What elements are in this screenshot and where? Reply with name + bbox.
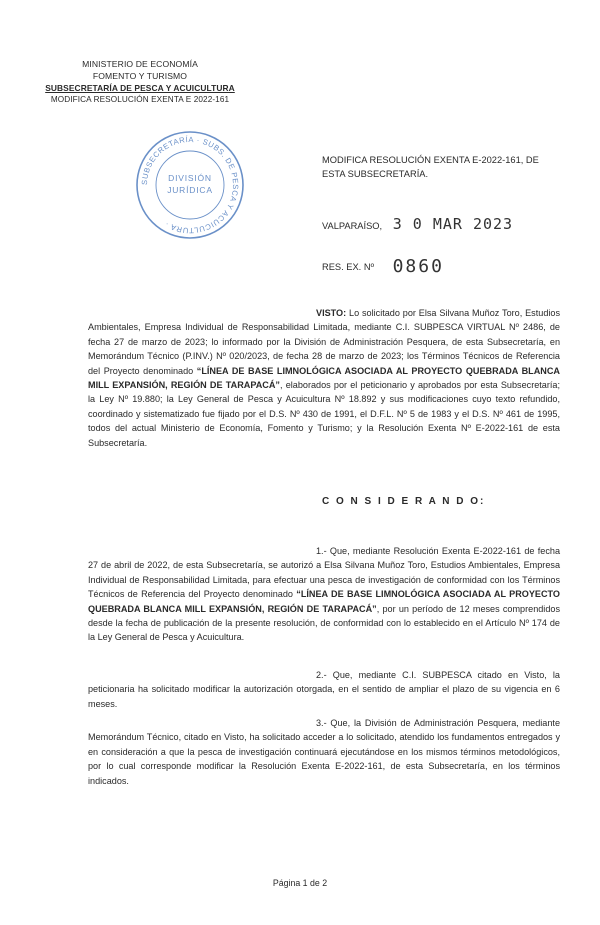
- ministry-header: [40, 58, 240, 106]
- considerando-1-text-2: , por un período de 12 meses comprendidos desde la fecha de publicación de la presente resolución, de conformidad con lo establecido en el Artículo Nº 174 de la Ley General de Pesca y Acuicultura.: [88, 603, 560, 643]
- resolution-number-label: RES. EX. Nº: [322, 262, 374, 272]
- date-stamp: 3 0 MAR 2023: [392, 215, 514, 233]
- division-juridica-stamp: [132, 127, 248, 243]
- place-date-line: [322, 215, 513, 233]
- considerando-1: [88, 544, 560, 645]
- ministry-line-1: MINISTERIO DE ECONOMÍA: [82, 59, 198, 69]
- ministry-line-4: MODIFICA RESOLUCIÓN EXENTA E 2022-161: [50, 95, 230, 104]
- considerando-3-text: 3.- Que, la División de Administración Pesquera, mediante Memorándum Técnico, citado en Visto, ha solicitado acceder a lo solicitado, atendido los fundamentos entregados y en consideración a que la pesca de investigación continuará ejecutándose en los mismos términos metodológicos, por lo cual corresponde modificar la Resolución Exenta E-2022-161, de esta Subsecretaría, en los términos indicados.: [88, 718, 560, 786]
- ministry-line-3: SUBSECRETARÍA DE PESCA Y ACUICULTURA: [45, 83, 235, 93]
- considerando-1-text-1: 1.- Que, mediante Resolución Exenta E-2022-161 de fecha 27 de abril de 2022, de esta Subsecretaría, se autorizó a Elsa Silvana Muñoz Toro, Estudios Ambientales, Empresa Individual de Responsabilidad Limitada, para efectuar una pesca de investigación de conformidad con los Términos Técnicos de Referencia del Proyecto denominado: [88, 546, 560, 600]
- stamp-ring-text: SUBSECRETARÍA · SUBS. DE PESCA Y ACUICULTURA ·: [139, 134, 241, 236]
- resolution-subject: MODIFICA RESOLUCIÓN EXENTA E-2022-161, DE ESTA SUBSECRETARÍA.: [322, 155, 539, 179]
- place-label: VALPARAÍSO,: [322, 221, 383, 231]
- visto-text-1: Lo solicitado por Elsa Silvana Muñoz Toro, Estudios Ambientales, Empresa Individual de Responsabilidad Limitada, mediante C.I. SUBPESCA VIRTUAL Nº 2486, de fecha 27 de marzo de 2023; lo informado por la División de Administración Pesquera, de esta Subsecretaría, en Memorándum Técnico (P.INV.) Nº 020/2023, de fecha 28 de marzo de 2023; los Términos Técnicos de Referencia del Proyecto denominado: [88, 308, 560, 376]
- considerando-3: [88, 716, 560, 788]
- stamp-center-line-2: JURÍDICA: [167, 185, 213, 195]
- ministry-line-2: FOMENTO Y TURISMO: [92, 71, 188, 81]
- considerando-1-project-name: “LÍNEA DE BASE LIMNOLÓGICA ASOCIADA AL PROYECTO QUEBRADA BLANCA MILL EXPANSIÓN, REGIÓN DE TARAPACÁ”: [88, 589, 560, 614]
- considerando-2-text: 2.- Que, mediante C.I. SUBPESCA citado en Visto, la peticionaria ha solicitado modificar la autorización otorgada, en el sentido de ampliar el plazo de su vigencia en 6 meses.: [88, 670, 560, 709]
- resolution-number: 0860: [392, 256, 444, 277]
- visto-paragraph: [88, 306, 560, 450]
- considerando-heading: C O N S I D E R A N D O:: [322, 496, 486, 507]
- visto-project-name: “LÍNEA DE BASE LIMNOLÓGICA ASOCIADA AL PROYECTO QUEBRADA BLANCA MILL EXPANSIÓN, REGIÓN DE TARAPACÁ”: [88, 365, 560, 391]
- stamp-center-line-1: DIVISIÓN: [168, 173, 212, 183]
- visto-text-2: , elaborados por el peticionario y aprobados por esta Subsecretaría; la Ley Nº 19.880; la Ley General de Pesca y Acuicultura Nº 18.892 y sus modificaciones cuyo texto refundido, coordinado y sistematizado fue fijado por el D.S. Nº 430 de 1991, el D.F.L. Nº 5 de 1983 y el D.S. Nº 461 de 1995, todos del actual Ministerio de Economía, Fomento y Turismo; y la Resolución Exenta Nº E-2022-161 de esta Subsecretaría.: [88, 380, 560, 448]
- resolution-number-line: [322, 254, 444, 275]
- considerando-2: [88, 668, 560, 711]
- visto-label: VISTO:: [316, 308, 347, 318]
- page-footer: Página 1 de 2: [272, 878, 328, 888]
